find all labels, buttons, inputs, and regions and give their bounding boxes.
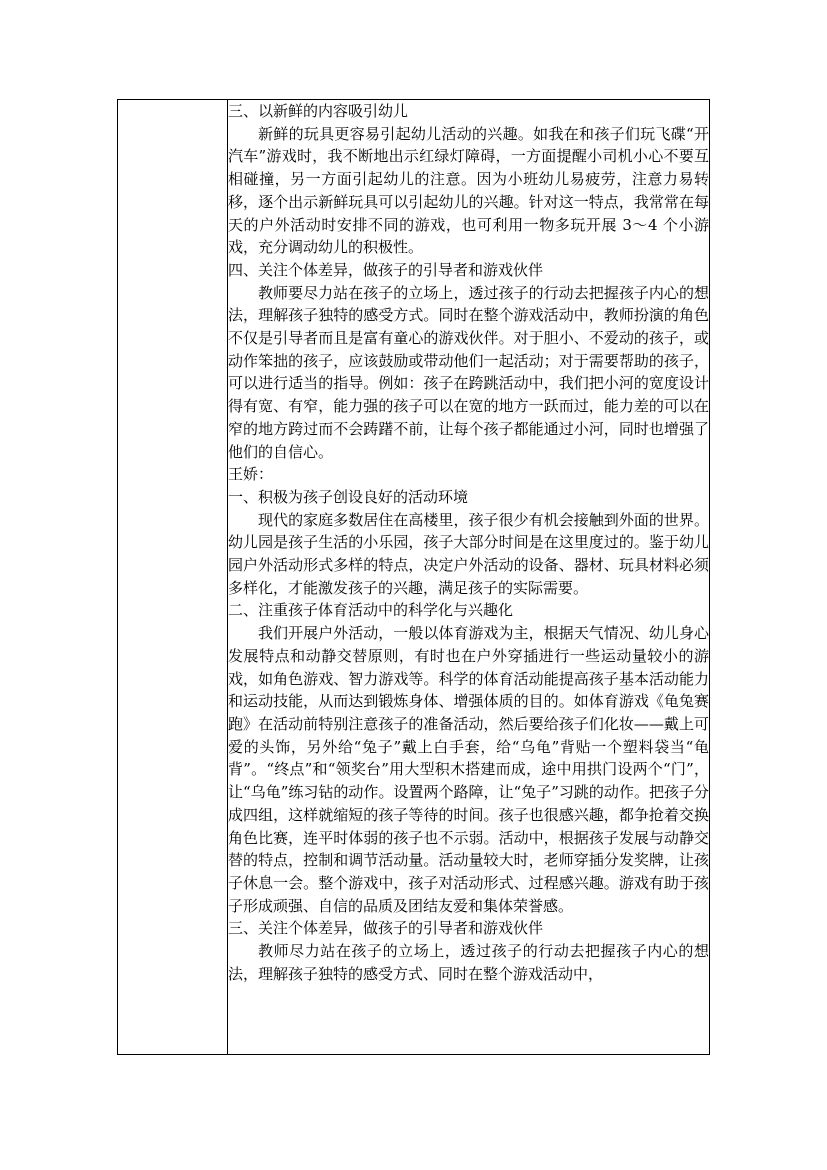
section-heading: 二、注重孩子体育活动中的科学化与兴趣化: [228, 601, 514, 620]
section-heading: 四、关注个体差异，做孩子的引导者和游戏伙伴: [228, 260, 544, 279]
table-content-cell: [228, 100, 710, 1055]
table-left-cell: [118, 100, 228, 1055]
paragraph: 教师要尽力站在孩子的立场上，透过孩子的行动去把握孩子内心的想法，理解孩子独特的感受方式。同时在整个游戏活动中，教师扮演的角色不仅是引导者而且是富有童心的游戏伙伴。对于胆小、不爱动的孩子，或动作笨拙的孩子，应该鼓励或带动他们一起活动；对于需要帮助的孩子，可以进行适当的指导。例如：孩子在跨跳活动中，我们把小河的宽度设计得有宽、有窄，能力强的孩子可以在宽的地方一跃而过，能力差的可以在窄的地方跨过而不会踌躇不前，让每个孩子都能通过小河，同时也增强了他们的自信心。: [228, 283, 709, 461]
paragraph: 新鲜的玩具更容易引起幼儿活动的兴趣。如我在和孩子们玩飞碟“开汽车”游戏时，我不断地出示红绿灯障碍，一方面提醒小司机小心不要互相碰撞，另一方面引起幼儿的注意。因为小班幼儿易疲劳，注意力易转移，逐个出示新鲜玩具可以引起幼儿的兴趣。针对这一特点，我常常在每天的户外活动时安排不同的游戏，也可利用一物多玩开展 3～4 个小游戏，充分调动幼儿的积极性。: [228, 124, 709, 257]
section-heading: 三、以新鲜的内容吸引幼儿: [228, 102, 409, 120]
document-table: [117, 99, 710, 1055]
section-heading: 三、关注个体差异，做孩子的引导者和游戏伙伴: [228, 919, 544, 938]
section-heading: 一、积极为孩子创设良好的活动环境: [228, 487, 469, 506]
content-text: [228, 100, 709, 985]
paragraph: 现代的家庭多数居住在高楼里，孩子很少有机会接触到外面的世界。幼儿园是孩子生活的小乐园，孩子大部分时间是在这里度过的。鉴于幼儿园户外活动形式多样的特点，决定户外活动的设备、器材、玩具材料必须多样化，才能激发孩子的兴趣，满足孩子的实际需要。: [228, 510, 709, 597]
paragraph: 教师尽力站在孩子的立场上，透过孩子的行动去把握孩子内心的想法，理解孩子独特的感受方式、同时在整个游戏活动中，: [228, 942, 709, 983]
author-name: 王娇：: [228, 465, 274, 484]
paragraph: 我们开展户外活动，一般以体育游戏为主，根据天气情况、幼儿身心发展特点和动静交替原则，有时也在户外穿插进行一些运动量较小的游戏，如角色游戏、智力游戏等。科学的体育活动能提高孩子基本活动能力和运动技能，从而达到锻炼身体、增强体质的目的。如体育游戏《龟兔赛跑》在活动前特别注意孩子的准备活动，然后要给孩子们化妆——戴上可爱的头饰，另外给“兔子”戴上白手套，给“乌龟”背贴一个塑料袋当“龟背”。“终点”和“领奖台”用大型积木搭建而成，途中用拱门设两个“门”，让“乌龟”练习钻的动作。设置两个路障，让“兔子”习跳的动作。把孩子分成四组，这样就缩短的孩子等待的时间。孩子也很感兴趣，都争抢着交换角色比赛，连平时体弱的孩子也不示弱。活动中，根据孩子发展与动静交替的特点，控制和调节活动量。活动量较大时，老师穿插分发奖牌，让孩子休息一会。整个游戏中，孩子对活动形式、过程感兴趣。游戏有助于孩子形成顽强、自信的品质及团结友爱和集体荣誉感。: [228, 624, 709, 915]
table-row: [118, 100, 710, 1055]
